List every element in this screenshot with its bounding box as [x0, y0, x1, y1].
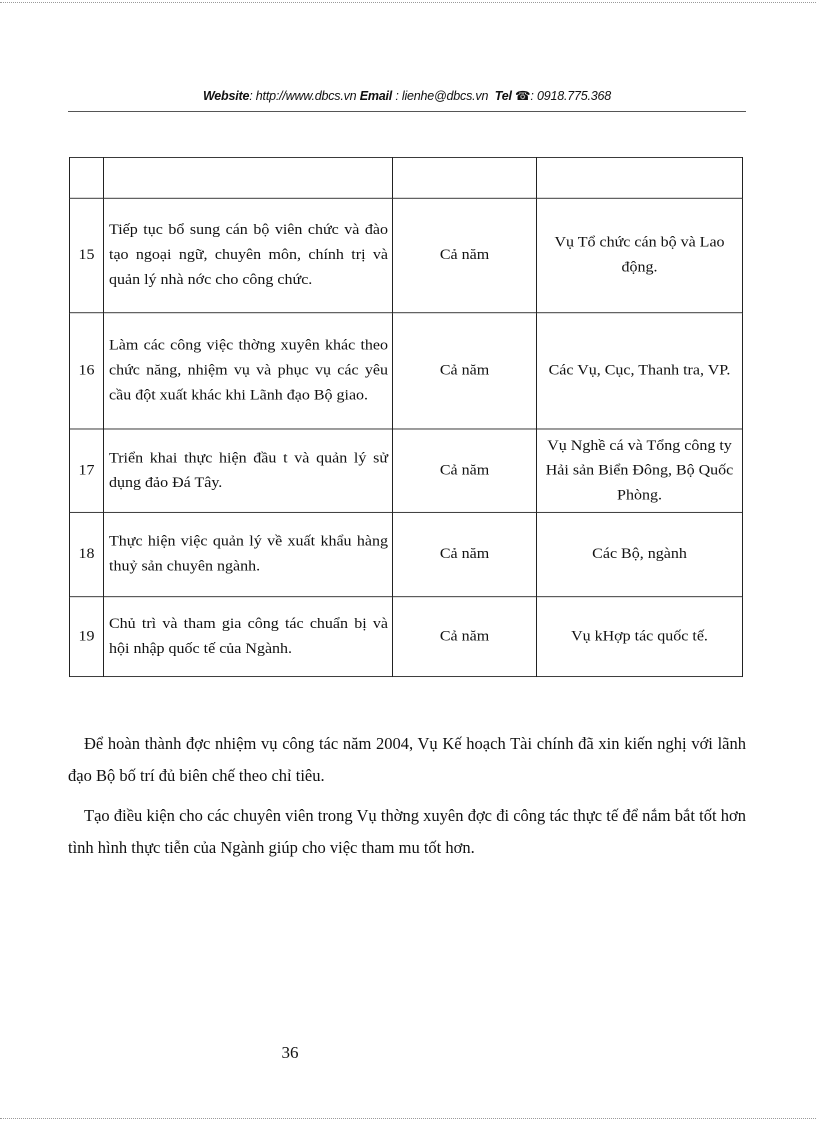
email-value: : lienhe@dbcs.vn: [392, 89, 489, 103]
row-number: 18: [70, 512, 104, 596]
table-row: [70, 512, 743, 596]
paragraph-staffing: Để hoàn thành đợc nhiệm vụ công tác năm 2004, Vụ Kế hoạch Tài chính đã xin kiến nghị với lãnh đạo Bộ bố trí đủ biên chế theo chỉ tiêu.: [68, 734, 746, 785]
table-row: [70, 429, 743, 512]
page-top-border: [0, 2, 816, 3]
row-unit: Các Vụ, Cục, Thanh tra, VP.: [537, 313, 743, 429]
email-label: Email: [359, 89, 393, 103]
table-header-row: [70, 157, 743, 198]
row-number: 16: [70, 313, 104, 429]
row-task: Triển khai thực hiện đầu t và quản lý sử dụng đảo Đá Tây.: [104, 429, 393, 512]
website-value: : http://www.dbcs.vn: [249, 89, 357, 103]
row-number: 17: [70, 429, 104, 512]
paragraph-field-work: Tạo điều kiện cho các chuyên viên trong Vụ thờng xuyên đợc đi công tác thực tế để nắm bắt tốt hơn tình hình thực tiễn của Ngành giúp cho việc tham mu tốt hơn.: [68, 806, 746, 857]
row-unit: Vụ Tổ chức cán bộ và Lao động.: [537, 198, 743, 312]
page-number: 36: [281, 1043, 299, 1062]
website-label: Website: [202, 89, 250, 103]
row-unit: Vụ Nghề cá và Tổng công ty Hải sản Biển Đông, Bộ Quốc Phòng.: [537, 429, 743, 512]
row-time: Cả năm: [393, 198, 537, 312]
row-time: Cả năm: [393, 597, 537, 677]
row-unit: Vụ kHợp tác quốc tế.: [537, 597, 743, 677]
page-header: [68, 88, 746, 103]
row-number: 19: [70, 597, 104, 677]
row-task: Thực hiện việc quản lý về xuất khẩu hàng thuỷ sản chuyên ngành.: [104, 512, 393, 596]
tel-value: : 0918.775.368: [530, 89, 612, 103]
task-table: [69, 157, 743, 677]
table-row: [70, 198, 743, 312]
row-time: Cả năm: [393, 512, 537, 596]
row-time: Cả năm: [393, 313, 537, 429]
table-cell: [70, 157, 104, 198]
row-number: 15: [70, 198, 104, 312]
header-divider: [68, 111, 746, 112]
table-row: [70, 313, 743, 429]
table-cell: [537, 157, 743, 198]
page-bottom-border: [0, 1118, 816, 1119]
table-cell: [393, 157, 537, 198]
table-row: [70, 597, 743, 677]
row-task: Làm các công việc thờng xuyên khác theo chức năng, nhiệm vụ và phục vụ các yêu cầu đột xuất khác khi Lãnh đạo Bộ giao.: [104, 313, 393, 429]
table-cell: [104, 157, 393, 198]
row-task: Tiếp tục bổ sung cán bộ viên chức và đào tạo ngoại ngữ, chuyên môn, chính trị và quản lý nhà nớc cho công chức.: [104, 198, 393, 312]
row-time: Cả năm: [393, 429, 537, 512]
row-task: Chủ trì và tham gia công tác chuẩn bị và hội nhập quốc tế của Ngành.: [104, 597, 393, 677]
tel-label: Tel: [494, 89, 512, 103]
phone-icon: ☎: [515, 89, 531, 103]
row-unit: Các Bộ, ngành: [537, 512, 743, 596]
